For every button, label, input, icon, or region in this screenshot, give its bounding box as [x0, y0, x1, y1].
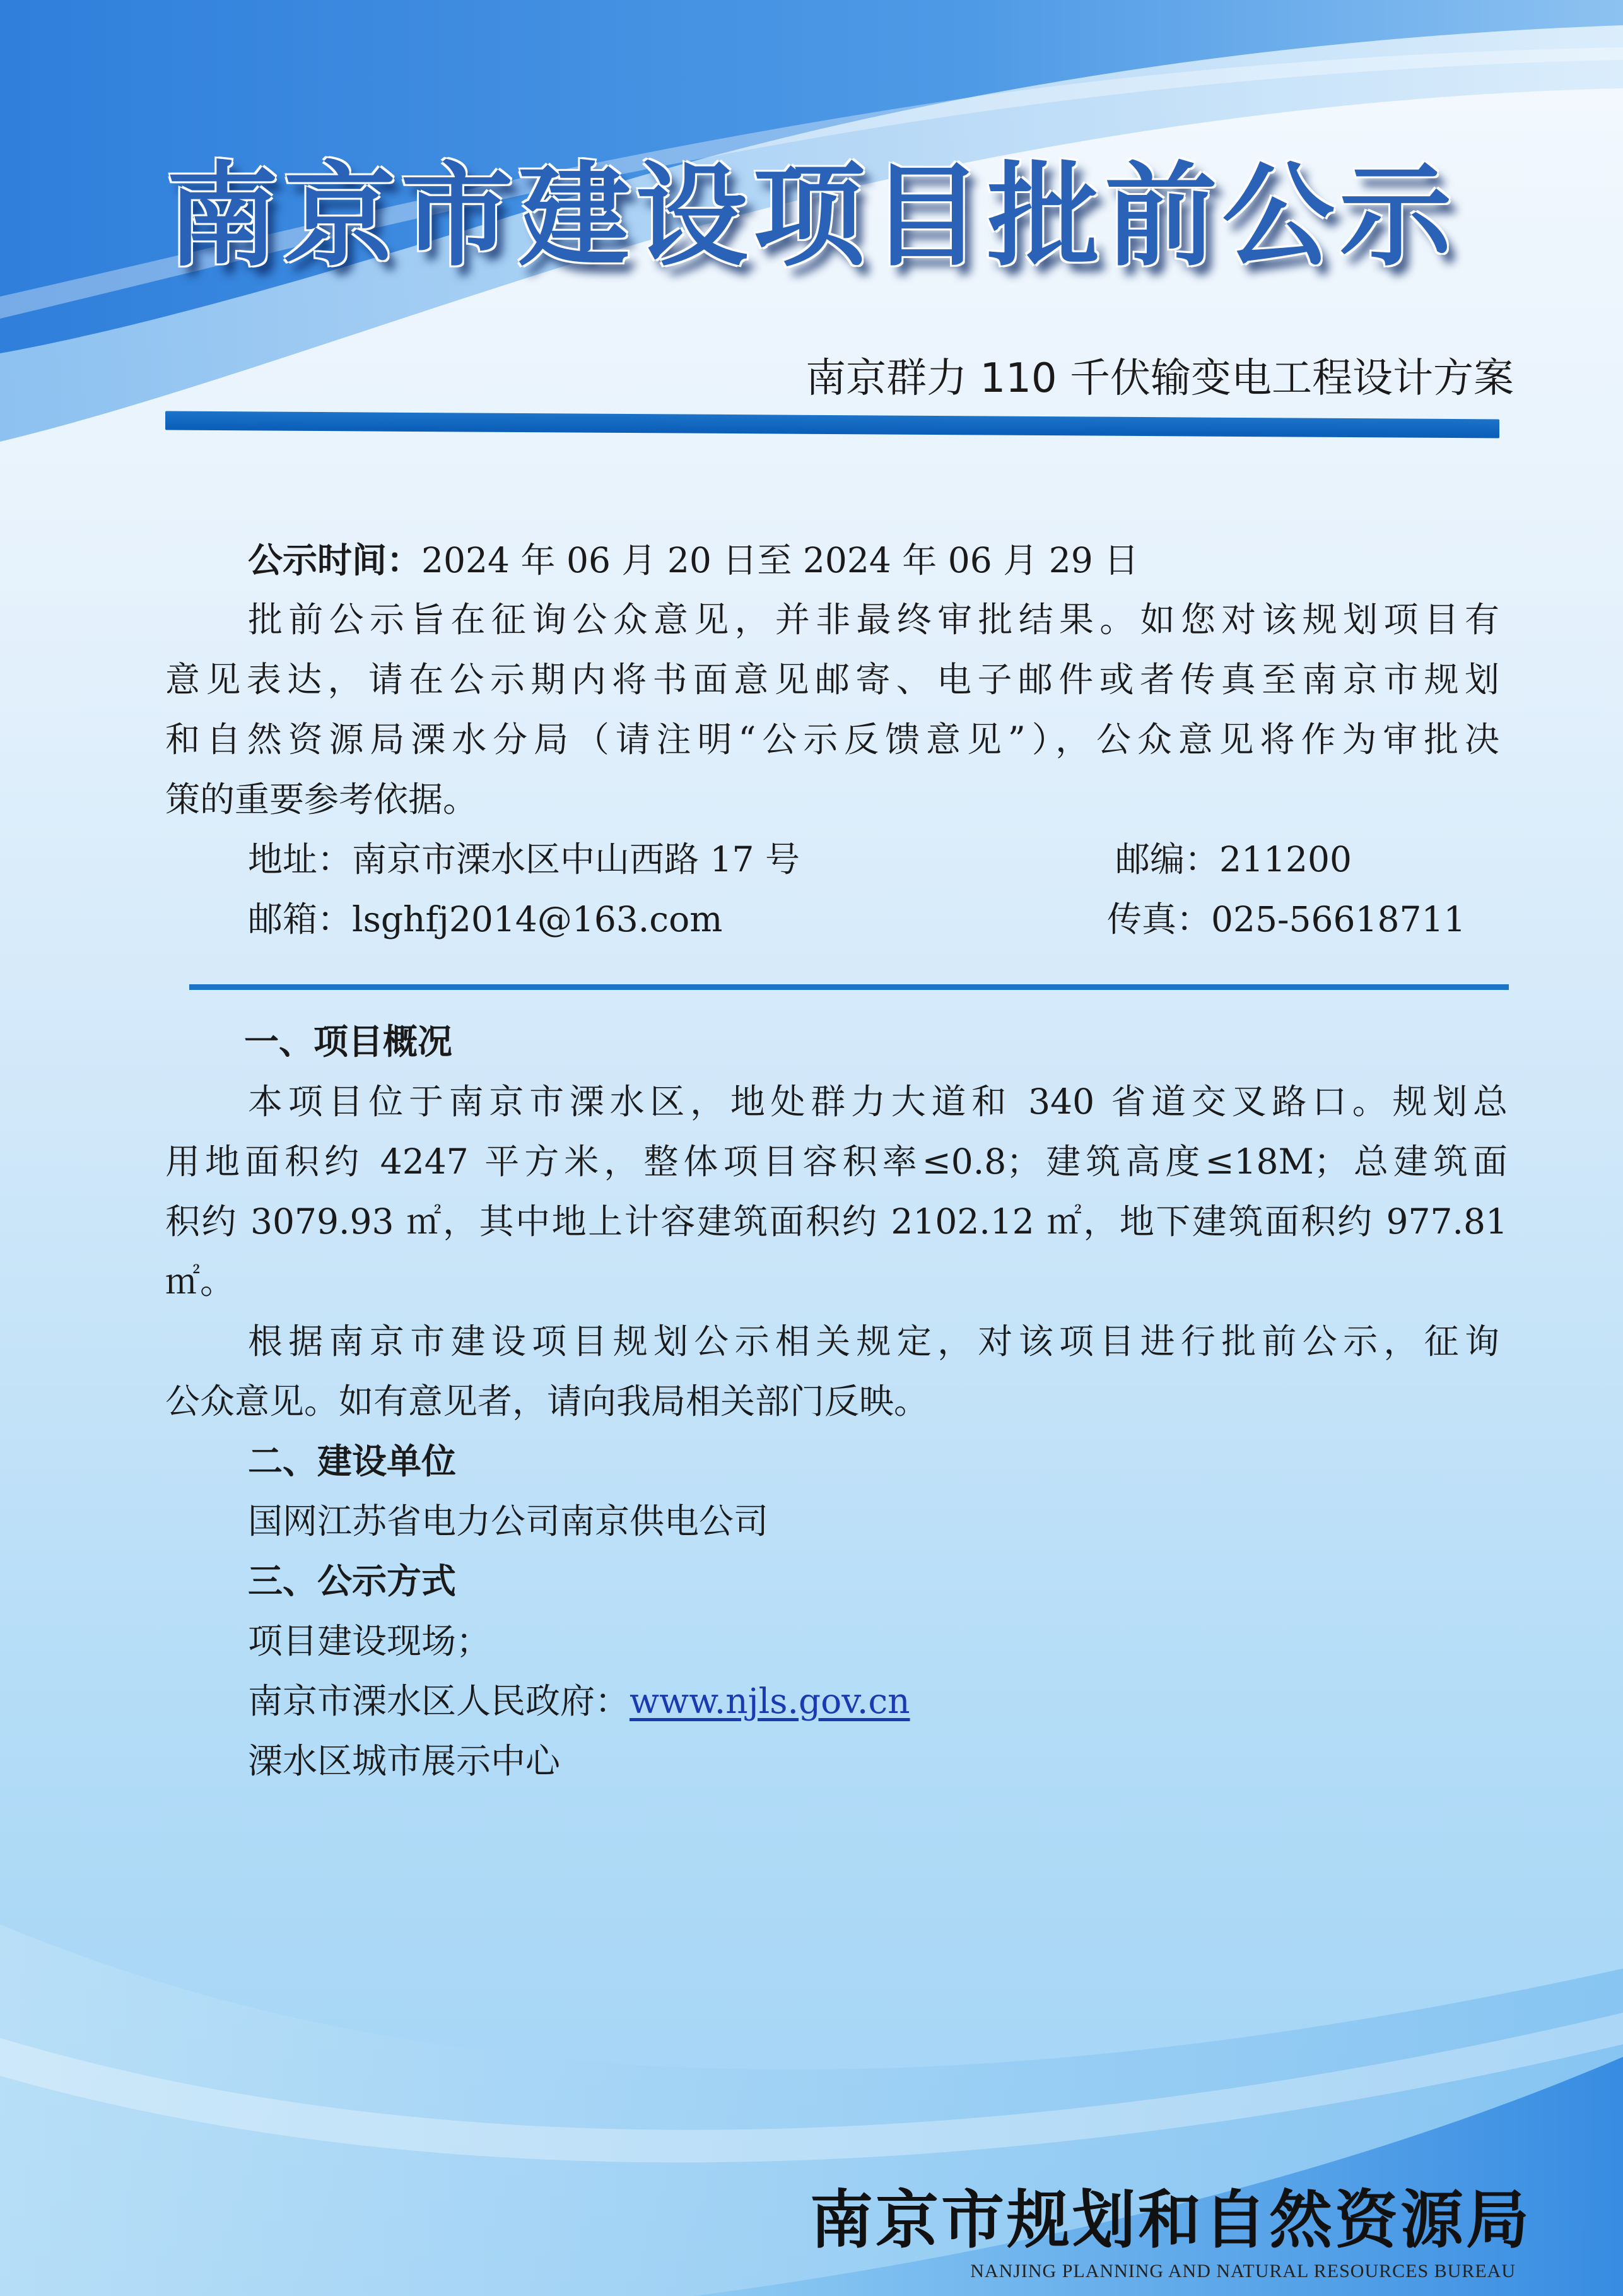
address-field: 地址：南京市溧水区中山西路 17 号: [248, 839, 800, 880]
section1-para1-line-4: ㎡。: [165, 1261, 235, 1302]
intro-line-1: 批前公示旨在征询公众意见，并非最终审批结果。如您对该规划项目有: [248, 599, 1499, 640]
publicity-website-line: [248, 1679, 910, 1723]
section1-para1-line-3: 积约 3079.93 ㎡，其中地上计容建筑面积约 2102.12 ㎡，地下建筑面积约 977.81: [165, 1201, 1508, 1242]
intro-line-3: 和自然资源局溧水分局（请注明“公示反馈意见”），公众意见将作为审批决: [165, 719, 1499, 760]
section1-para2-line-1: 根据南京市建设项目规划公示相关规定，对该项目进行批前公示，征询: [248, 1321, 1499, 1362]
publicity-site: 项目建设现场；: [248, 1621, 491, 1661]
email-field: 邮箱：lsghfj2014@163.com: [248, 899, 723, 939]
section-divider: [189, 984, 1509, 990]
bureau-name-english: NANJING PLANNING AND NATURAL RESOURCES BUREAU: [970, 2261, 1516, 2281]
notice-time-line: [248, 538, 1139, 582]
publicity-website-label: 南京市溧水区人民政府：: [248, 1681, 630, 1721]
construction-unit: 国网江苏省电力公司南京供电公司: [248, 1501, 769, 1541]
section3-heading: 三、公示方式: [248, 1560, 457, 1601]
project-subtitle: 南京群力 110 千伏输变电工程设计方案: [806, 355, 1514, 402]
section1-para2-line-2: 公众意见。如有意见者，请向我局相关部门反映。: [165, 1381, 929, 1422]
page-title: 南京市建设项目批前公示: [166, 150, 1457, 281]
postcode-field: 邮编：211200: [1115, 839, 1352, 880]
section1-para1-line-1: 本项目位于南京市溧水区，地处群力大道和 340 省道交叉路口。规划总: [248, 1081, 1508, 1122]
notice-time-value: 2024 年 06 月 20 日至 2024 年 06 月 29 日: [421, 540, 1139, 580]
bureau-name: 南京市规划和自然资源局: [810, 2182, 1532, 2257]
intro-line-2: 意见表达，请在公示期内将书面意见邮寄、电子邮件或者传真至南京市规划: [165, 659, 1499, 700]
section2-heading: 二、建设单位: [248, 1440, 457, 1481]
fax-field: 传真：025-56618711: [1107, 899, 1466, 939]
section1-para1-line-2: 用地面积约 4247 平方米，整体项目容积率≤0.8；建筑高度≤18M；总建筑面: [165, 1141, 1508, 1182]
publicity-exhibition-center: 溧水区城市展示中心: [248, 1741, 561, 1781]
government-website-link[interactable]: www.njls.gov.cn: [630, 1681, 910, 1721]
intro-line-4: 策的重要参考依据。: [165, 779, 478, 820]
notice-time-label: 公示时间：: [248, 539, 422, 580]
section1-heading: 一、项目概况: [244, 1021, 453, 1062]
